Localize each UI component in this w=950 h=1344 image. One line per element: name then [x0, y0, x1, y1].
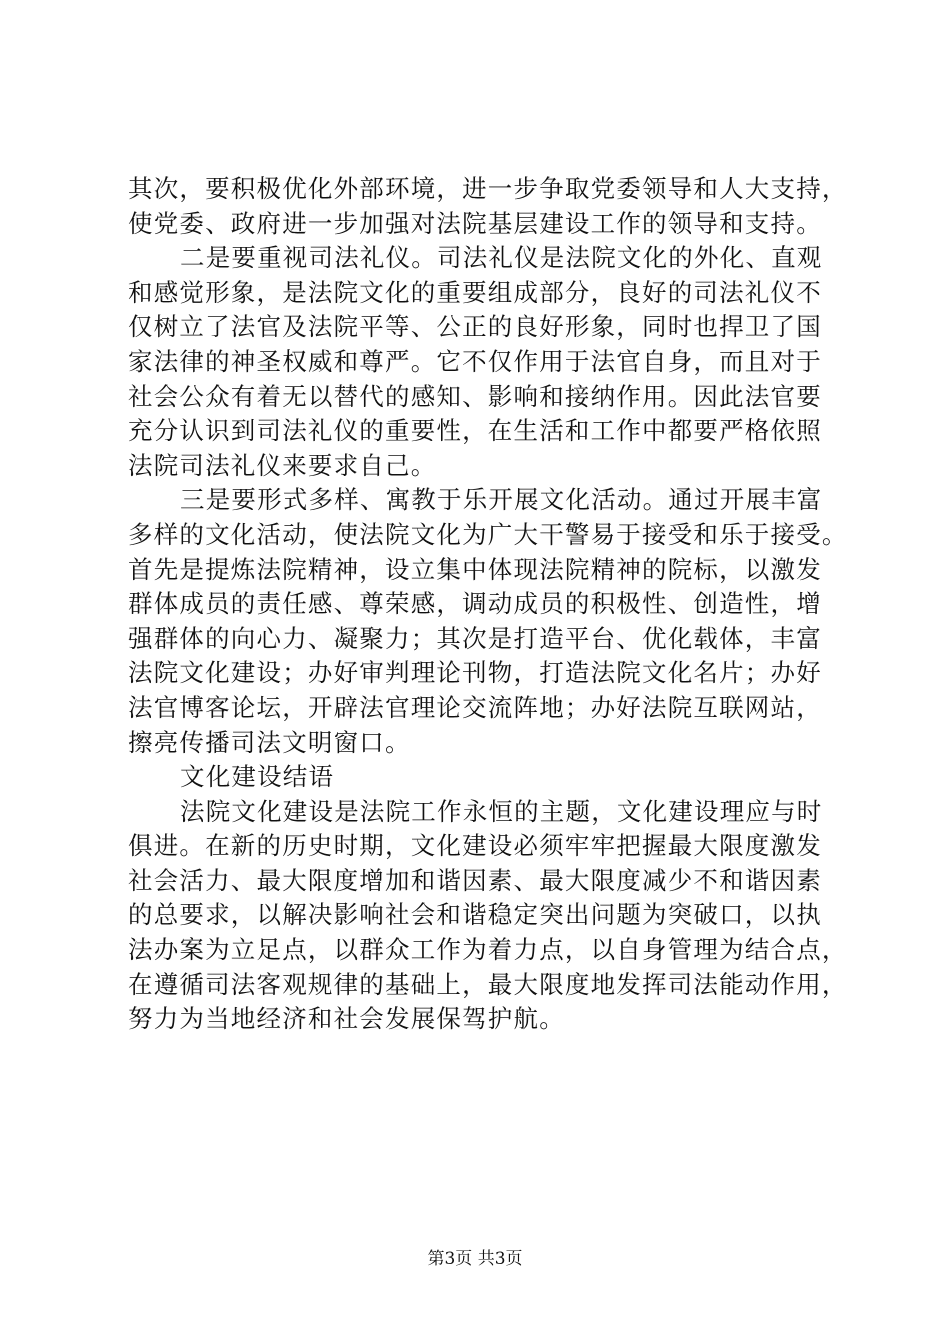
text-line: 社会活力、最大限度增加和谐因素、最大限度减少不和谐因素: [128, 865, 822, 895]
text-line: 充分认识到司法礼仪的重要性，在生活和工作中都要严格依照: [128, 416, 822, 446]
text-line: 法院文化建设；办好审判理论刊物，打造法院文化名片；办好: [128, 658, 822, 688]
text-line: 仅树立了法官及法院平等、公正的良好形象，同时也捍卫了国: [128, 312, 822, 342]
text-line: 首先是提炼法院精神，设立集中体现法院精神的院标，以激发: [128, 554, 822, 584]
text-line: 文化建设结语: [180, 762, 335, 792]
text-line: 擦亮传播司法文明窗口。: [128, 727, 411, 757]
text-line: 法办案为立足点，以群众工作为着力点，以自身管理为结合点，: [128, 935, 848, 965]
text-line: 三是要形式多样、寓教于乐开展文化活动。通过开展丰富: [180, 485, 823, 515]
text-line: 努力为当地经济和社会发展保驾护航。: [128, 1004, 565, 1034]
body-text: [128, 172, 848, 1037]
text-line: 其次，要积极优化外部环境，进一步争取党委领导和人大支持，: [128, 174, 848, 203]
text-line: 使党委、政府进一步加强对法院基层建设工作的领导和支持。: [128, 208, 822, 238]
text-line: 和感觉形象，是法院文化的重要组成部分，良好的司法礼仪不: [128, 277, 822, 307]
text-line: 法院文化建设是法院工作永恒的主题，文化建设理应与时: [180, 796, 823, 826]
text-line: 俱进。在新的历史时期，文化建设必须牢牢把握最大限度激发: [128, 831, 822, 861]
text-line: 法官博客论坛，开辟法官理论交流阵地；办好法院互联网站，: [128, 692, 822, 722]
text-line: 家法律的神圣权威和尊严。它不仅作用于法官自身，而且对于: [128, 346, 822, 376]
text-line: 的总要求，以解决影响社会和谐稳定突出问题为突破口，以执: [128, 900, 822, 930]
page-footer: 第3页 共3页: [427, 1249, 523, 1269]
text-line: 社会公众有着无以替代的感知、影响和接纳作用。因此法官要: [128, 381, 822, 411]
text-line: 强群体的向心力、凝聚力；其次是打造平台、优化载体，丰富: [128, 623, 822, 653]
text-line: 法院司法礼仪来要求自己。: [128, 450, 437, 480]
text-line: 群体成员的责任感、尊荣感，调动成员的积极性、创造性，增: [128, 589, 822, 619]
text-line: 多样的文化活动，使法院文化为广大干警易于接受和乐于接受。: [128, 519, 848, 549]
text-line: 二是要重视司法礼仪。司法礼仪是法院文化的外化、直观: [180, 243, 823, 273]
text-line: 在遵循司法客观规律的基础上，最大限度地发挥司法能动作用，: [128, 969, 848, 999]
